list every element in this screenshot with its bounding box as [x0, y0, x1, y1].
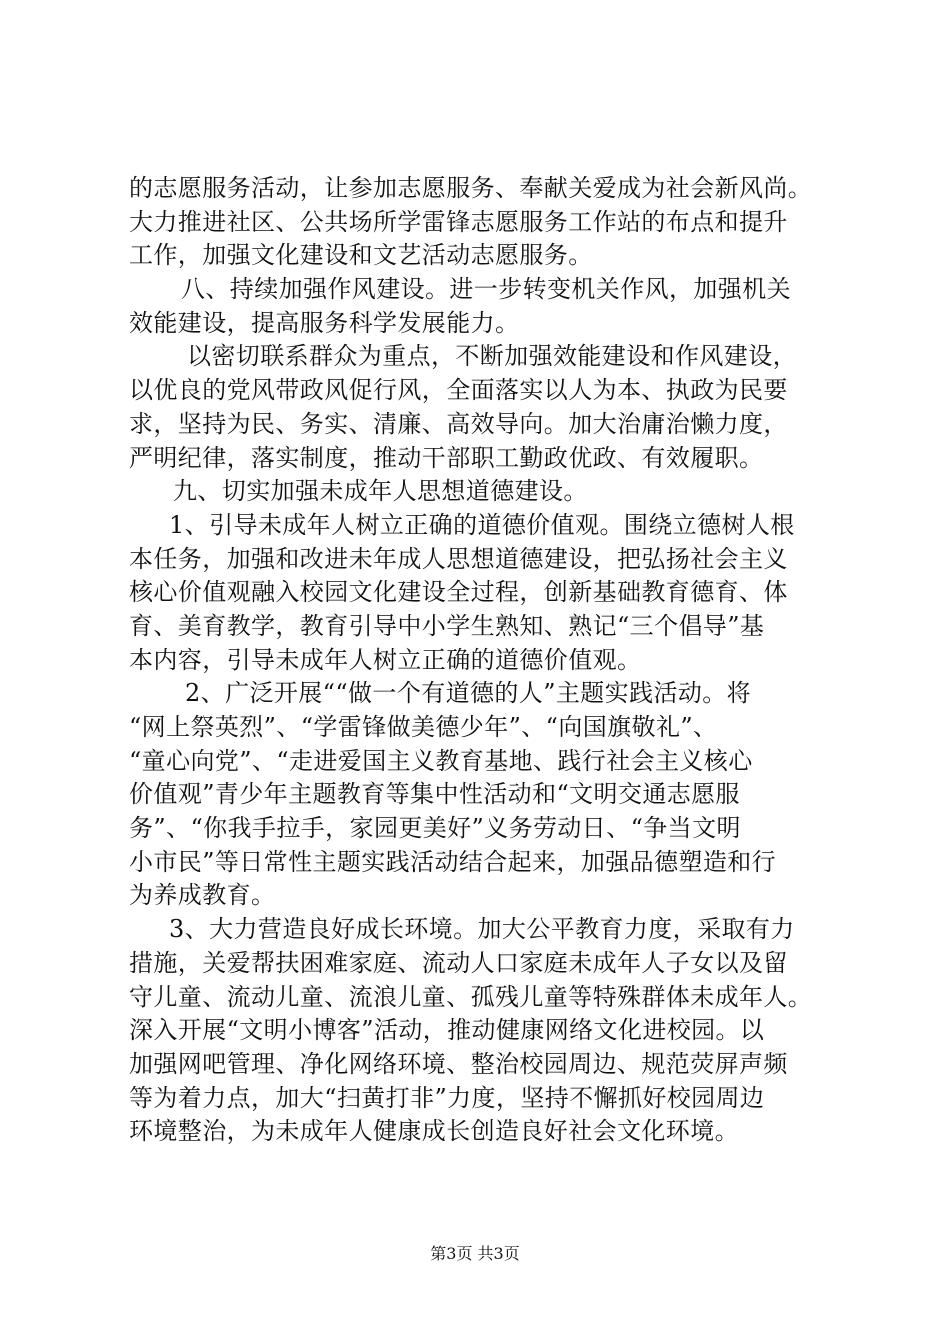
- item-heading-3: 3、大力营造良好成长环境。加大公平教育力度，采取有力: [169, 915, 795, 944]
- text-line: 核心价值观融入校园文化建设全过程，创新基础教育德育、体: [129, 578, 788, 607]
- text-line: 环境整治，为未成年人健康成长创造良好社会文化环境。: [129, 1117, 739, 1146]
- text-line: 严明纪律，落实制度，推动干部职工勤政优政、有效履职。: [129, 443, 764, 472]
- text-line: 求，坚持为民、务实、清廉、高效导向。加大治庸治懒力度，: [129, 409, 788, 438]
- text-line: 措施，关爱帮扶困难家庭、流动人口家庭未成年人子女以及留: [129, 948, 788, 977]
- item-heading-2: 2、广泛开展““做一个有道德的人”主题实践活动。将: [185, 679, 752, 708]
- item-heading-1: 1、引导未成年人树立正确的道德价值观。围绕立德树人根: [169, 510, 795, 539]
- text-line: 以优良的党风带政风促行风，全面落实以人为本、执政为民要: [129, 376, 788, 405]
- text-line: 工作，加强文化建设和文艺活动志愿服务。: [129, 241, 593, 270]
- text-line: 本任务，加强和改进未年成人思想道德建设，把弘扬社会主义: [129, 544, 788, 573]
- text-line: 效能建设，提高服务科学发展能力。: [129, 308, 520, 337]
- page-number: 第3页 共3页: [430, 1244, 520, 1263]
- text-line: 的志愿服务活动，让参加志愿服务、奉献关爱成为社会新风尚。: [129, 174, 813, 202]
- text-line: 守儿童、流动儿童、流浪儿童、孤残儿童等特殊群体未成年人。: [129, 982, 813, 1011]
- section-heading-9: 九、切实加强未成年人思想道德建设。: [173, 477, 588, 506]
- text-line: 小市民”等日常性主题实践活动结合起来，加强品德塑造和行: [129, 847, 777, 876]
- text-line: 加强网吧管理、净化网络环境、整治校园周边、规范荧屏声频: [129, 1049, 788, 1078]
- paragraph-start: 以密切联系群众为重点，不断加强效能建设和作风建设，: [187, 342, 797, 371]
- text-line: 大力推进社区、公共场所学雷锋志愿服务工作站的布点和提升: [129, 207, 788, 236]
- text-line: “童心向党”、“走进爱国主义教育基地、践行社会主义核心: [129, 746, 753, 775]
- text-line: 育、美育教学，教育引导中小学生熟知、熟记“三个倡导”基: [129, 611, 765, 640]
- text-line: 价值观”青少年主题教育等集中性活动和“文明交通志愿服: [129, 780, 740, 809]
- text-line: 等为着力点，加大“扫黄打非”力度，坚持不懈抓好校园周边: [129, 1083, 765, 1112]
- document-body: [129, 172, 829, 1149]
- text-line: 为养成教育。: [129, 881, 276, 910]
- text-line: 本内容，引导未成年人树立正确的道德价值观。: [129, 645, 642, 674]
- page-footer: [0, 1244, 950, 1264]
- text-line: 深入开展“文明小博客”活动，推动健康网络文化进校园。以: [129, 1016, 765, 1045]
- section-heading-8: 八、持续加强作风建设。进一步转变机关作风，加强机关: [181, 275, 791, 304]
- text-line: “网上祭英烈”、“学雷锋做美德少年”、“向国旗敬礼”、: [129, 713, 718, 741]
- text-line: 务”、“你我手拉手，家园更美好”义务劳动日、“争当文明: [129, 814, 741, 843]
